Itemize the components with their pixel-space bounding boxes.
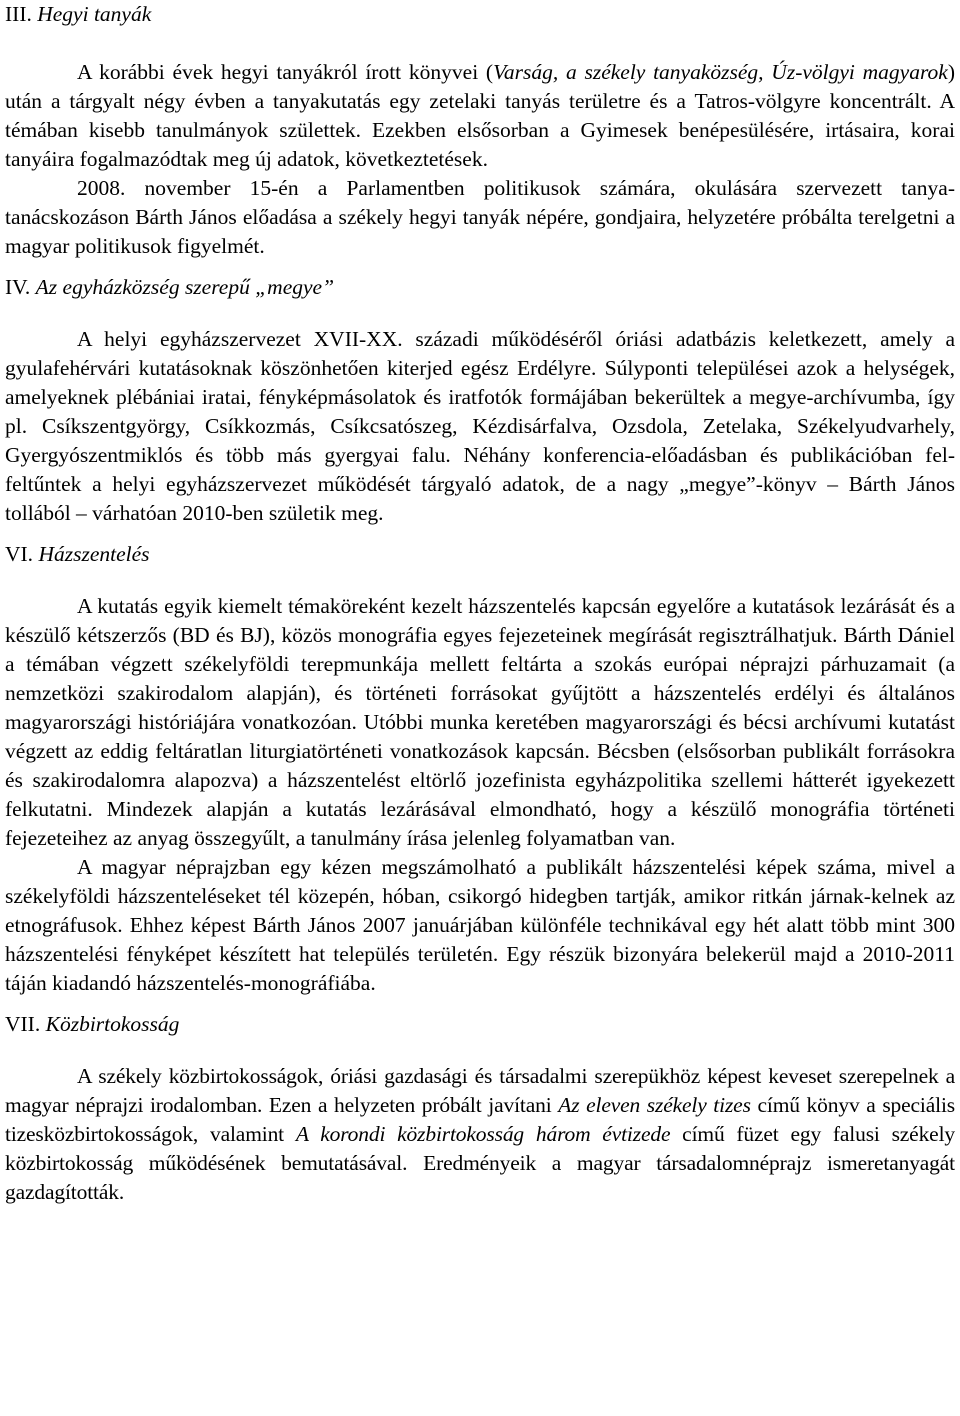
paragraph: A helyi egyházszervezet XVII-XX. századi működéséről óriási adatbázis keletkezett, amely a gyulafehérvári kutatásoknak köszönhetően kiterjed egész Erdélyre. Súlyponti települései azok a helységek, amelyeknek plébániai iratai, fényképmásolatok és iratfotók formájában bekerültek a megye-archívumba, így pl. Csíkszentgyörgy, Csíkkozmás, Csíkcsatószeg, Kézdisárfalva, Ozsdola, Zetelaka, Székelyudvarhely, Gyergyószentmiklós és több más gyergyai falu. Néhány konferencia-előadásban és publikációban fel-feltűntek a helyi egyházszervezet működését tárgyaló adatok, de a nagy „megye”-könyv – Bárth János tollából – várhatóan 2010-ben születik meg. — [5, 327, 955, 525]
section-heading-6 — [5, 540, 955, 569]
paragraph: A korábbi évek hegyi tanyákról írott könyvei (Varság, a székely tanyaközség, Úz-völgyi magyarok) után a tárgyalt négy évben a tanyakutatás egy zetelaki tanyás területre és a Tatros-völgyre koncentrált. A témában kisebb tanulmányok születtek. Ezekben elsősorban a Gyimesek benépesülésére, irtásaira, korai tanyáira fogalmazódtak meg új adatok, következtetések. — [5, 60, 955, 171]
section-title: Az egyházközség szerepű „megye” — [35, 275, 335, 299]
section-heading-7 — [5, 1010, 955, 1039]
paragraph: A székely közbirtokosságok, óriási gazdasági és társadalmi szerepükhöz képest keveset szerepelnek a magyar néprajzi irodalomban. Ezen a helyzeten próbált javítani Az eleven székely tizes című könyv a speciális tizesközbirtokosságok, valamint A korondi közbirtokosság három évtizede című füzet egy falusi székely közbirtokosság működésének bemutatásával. Eredményeik a magyar társadalomnéprajz ismeretanyagát gazdagították. — [5, 1064, 955, 1204]
book-title: A korondi közbirtokosság három évtizede — [295, 1122, 671, 1146]
section-number: VII. — [5, 1012, 41, 1036]
section-number: IV. — [5, 275, 31, 299]
paragraph: 2008. november 15-én a Parlamentben politikusok számára, okulására szervezett tanya-tanácskozáson Bárth János előadása a székely hegyi tanyák népére, gondjaira, helyzetére próbálta terelgetni a magyar politikusok figyelmét. — [5, 176, 955, 258]
section-number: VI. — [5, 542, 34, 566]
book-titles: Varság, a székely tanyaközség, Úz-völgyi magyarok — [493, 60, 948, 84]
section-number: III. — [5, 2, 32, 26]
section-title: Hegyi tanyák — [37, 2, 152, 26]
section-title: Házszentelés — [38, 542, 150, 566]
paragraph: A kutatás egyik kiemelt témaköreként kezelt házszentelés kapcsán egyelőre a kutatások lezárását és a készülő kétszerzős (BD és BJ), közös monográfia egyes fejezeteinek megírását regisztrálhatjuk. Bárth Dániel a témában végzett székelyföldi terepmunkája mellett feltárta a szokás európai néprajzi párhuzamait (a nemzetközi szakirodalom alapján), és történeti forrásokat gyűjtött a házszentelés erdélyi és általános magyarországi históriájára vonatkozóan. Utóbbi munka keretében magyarországi és bécsi archívumi kutatást végzett az eddig feltáratlan liturgiatörténeti vonatkozások kapcsán. Bécsben (elsősorban publikált forrásokra és szakirodalomra alapozva) a házszentelést eltörlő jozefinista egyházpolitika szellemi hátterét igyekezett felkutatni. Mindezek alapján a kutatás lezárásával elmondható, hogy a készülő monográfia történeti fejezeteihez az anyag összegyűlt, a tanulmány írása jelenleg folyamatban van. — [5, 594, 955, 850]
section-title: Közbirtokosság — [45, 1012, 180, 1036]
paragraph: A magyar néprajzban egy kézen megszámolható a publikált házszentelési képek száma, mivel a székelyföldi házszenteléseket tél közepén, hóban, csikorgó hidegben tartják, amikor ritkán járnak-kelnek az etnográfusok. Ehhez képest Bárth János 2007 januárjában különféle technikával egy hét alatt több mint 300 házszentelési fényképet készített hat település területén. Egy részük bizonyára belekerül majd a 2010-2011 táján kiadandó házszentelés-monográfiába. — [5, 855, 955, 995]
book-title: Az eleven székely tizes — [558, 1093, 751, 1117]
section-heading-3 — [5, 0, 955, 29]
section-heading-4 — [5, 273, 955, 302]
